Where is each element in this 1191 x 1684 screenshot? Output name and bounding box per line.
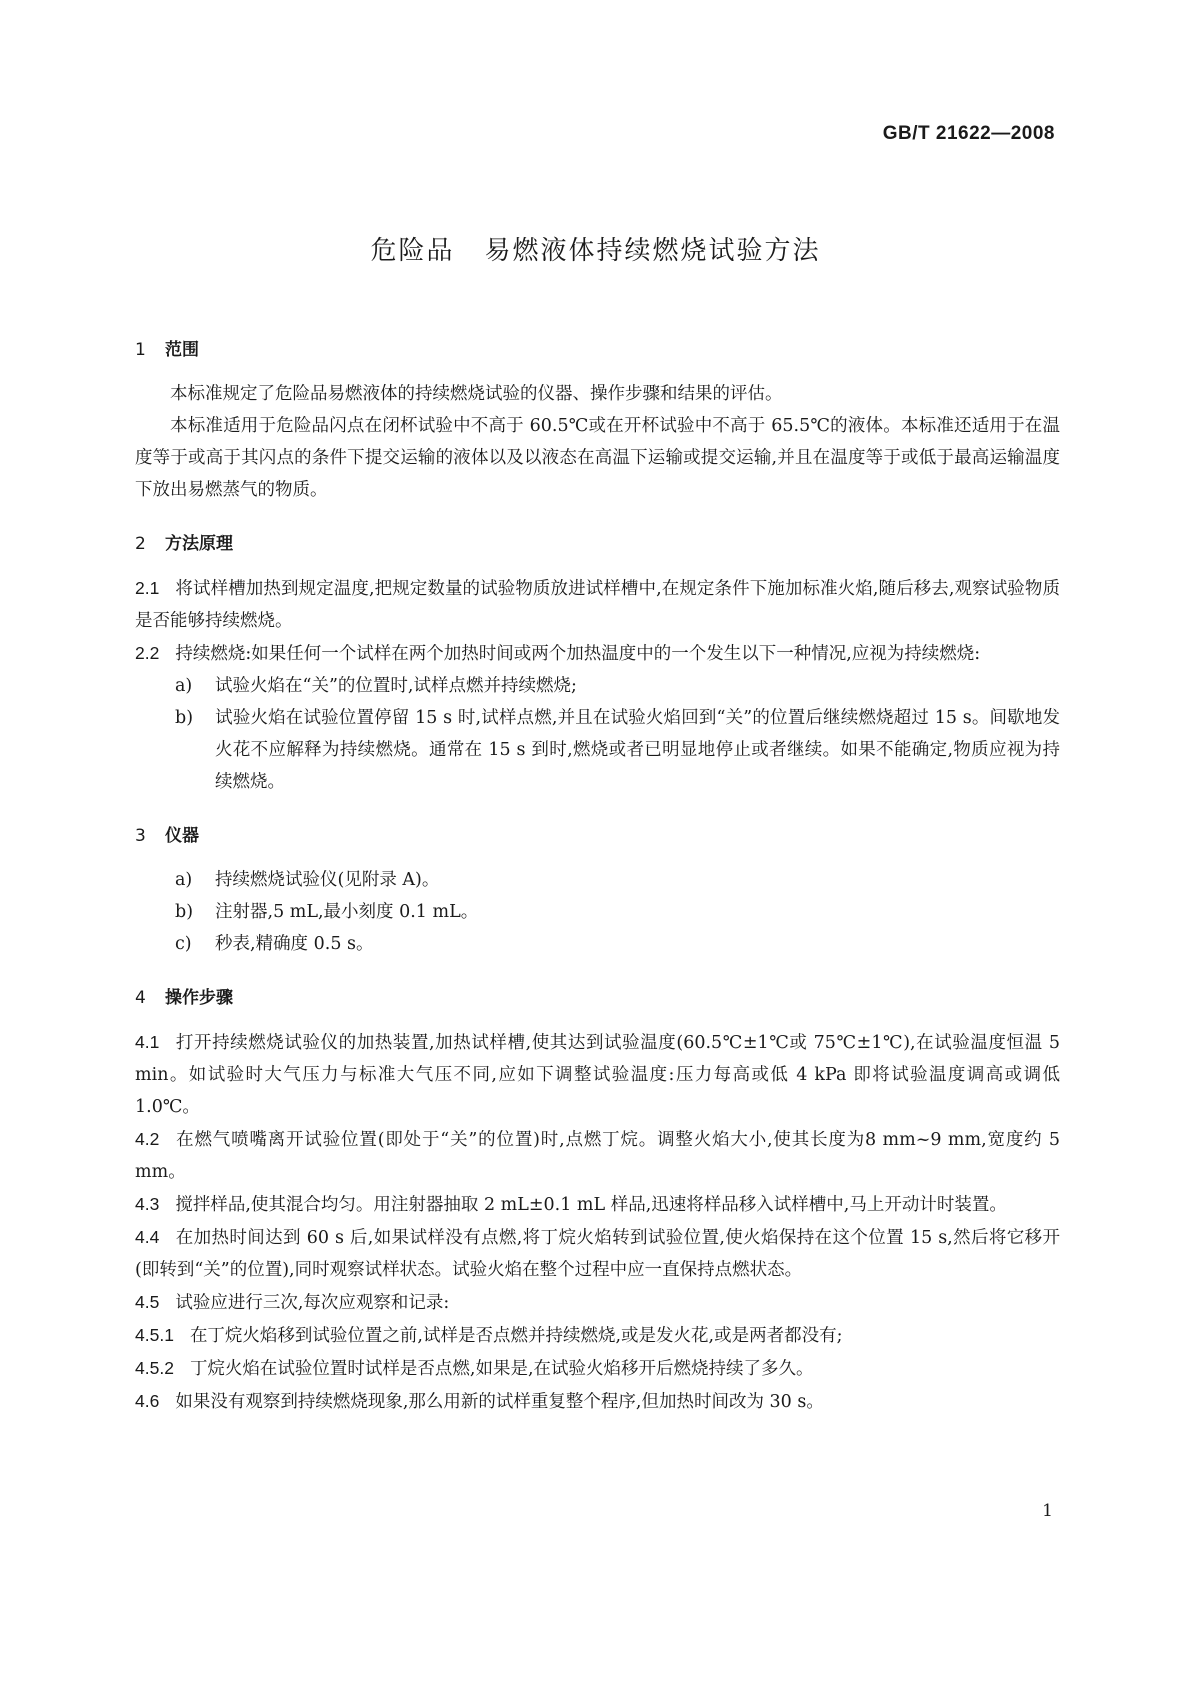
clause-4-3: 4.3 搅拌样品,使其混合均匀。用注射器抽取 2 mL±0.1 mL 样品,迅速将样品移入试样槽中,马上开动计时装置。: [135, 1194, 1007, 1215]
clause-4-4: 4.4 在加热时间达到 60 s 后,如果试样没有点燃,将丁烷火焰转到试验位置,使火焰保持在这个位置 15 s,然后将它移开(即转到“关”的位置),同时观察试样状态。试验火焰在整个过程中应一直保持点燃状态。: [135, 1227, 1060, 1280]
list-item: a) 持续燃烧试验仪(见附录 A)。: [175, 870, 440, 890]
page-number: 1: [1042, 1501, 1053, 1521]
clause-4-6: 4.6 如果没有观察到持续燃烧现象,那么用新的试样重复整个程序,但加热时间改为 30 s。: [135, 1391, 824, 1412]
section-1-heading: 1 范围: [135, 340, 199, 360]
clause-4-5-2: 4.5.2 丁烷火焰在试验位置时试样是否点燃,如果是,在试验火焰移开后燃烧持续了多久。: [135, 1358, 814, 1379]
document-title: [0, 230, 1191, 267]
standard-code: GB/T 21622—2008: [882, 123, 1055, 144]
section-1-paragraph: 本标准规定了危险品易燃液体的持续燃烧试验的仪器、操作步骤和结果的评估。: [170, 384, 783, 404]
section-3-heading: 3 仪器: [135, 826, 199, 846]
clause-4-5-1: 4.5.1 在丁烷火焰移到试验位置之前,试样是否点燃并持续燃烧,或是发火花,或是两者都没有;: [135, 1325, 843, 1346]
list-item: b) 试验火焰在试验位置停留 15 s 时,试样点燃,并且在试验火焰回到“关”的位置后继续燃烧超过 15 s。间歇地发火花不应解释为持续燃烧。通常在 15 s 到时,燃烧或者已明显地停止或者继续。如果不能确定,物质应视为持续燃烧。: [175, 708, 1060, 792]
list-item: a) 试验火焰在“关”的位置时,试样点燃并持续燃烧;: [175, 676, 577, 696]
list-item: c) 秒表,精确度 0.5 s。: [175, 934, 374, 954]
title-part-1: 危险品: [370, 236, 455, 266]
title-part-2: 易燃液体持续燃烧试验方法: [484, 236, 821, 266]
clause-4-2: 4.2 在燃气喷嘴离开试验位置(即处于“关”的位置)时,点燃丁烷。调整火焰大小,使其长度为8 mm~9 mm,宽度约 5 mm。: [135, 1129, 1060, 1182]
section-4-heading: 4 操作步骤: [135, 988, 233, 1008]
clause-4-1: 4.1 打开持续燃烧试验仪的加热装置,加热试样槽,使其达到试验温度(60.5℃±1℃或 75℃±1℃),在试验温度恒温 5 min。如试验时大气压力与标准大气压不同,应如下调整试验温度:压力每高或低 4 kPa 即将试验温度调高或调低 1.0℃。: [135, 1032, 1060, 1117]
clause-4-5: 4.5 试验应进行三次,每次应观察和记录:: [135, 1292, 450, 1313]
list-item: b) 注射器,5 mL,最小刻度 0.1 mL。: [175, 902, 479, 922]
section-1-paragraph: 本标准适用于危险品闪点在闭杯试验中不高于 60.5℃或在开杯试验中不高于 65.5℃的液体。本标准还适用于在温度等于或高于其闪点的条件下提交运输的液体以及以液态在高温下运输或提交运输,并且在温度等于或低于最高运输温度下放出易燃蒸气的物质。: [135, 416, 1060, 500]
clause-2-2: 2.2 持续燃烧:如果任何一个试样在两个加热时间或两个加热温度中的一个发生以下一种情况,应视为持续燃烧:: [135, 643, 981, 664]
clause-2-1: 2.1 将试样槽加热到规定温度,把规定数量的试验物质放进试样槽中,在规定条件下施加标准火焰,随后移去,观察试验物质是否能够持续燃烧。: [135, 578, 1060, 631]
document-body: [135, 334, 1060, 1418]
section-2-heading: 2 方法原理: [135, 534, 233, 554]
